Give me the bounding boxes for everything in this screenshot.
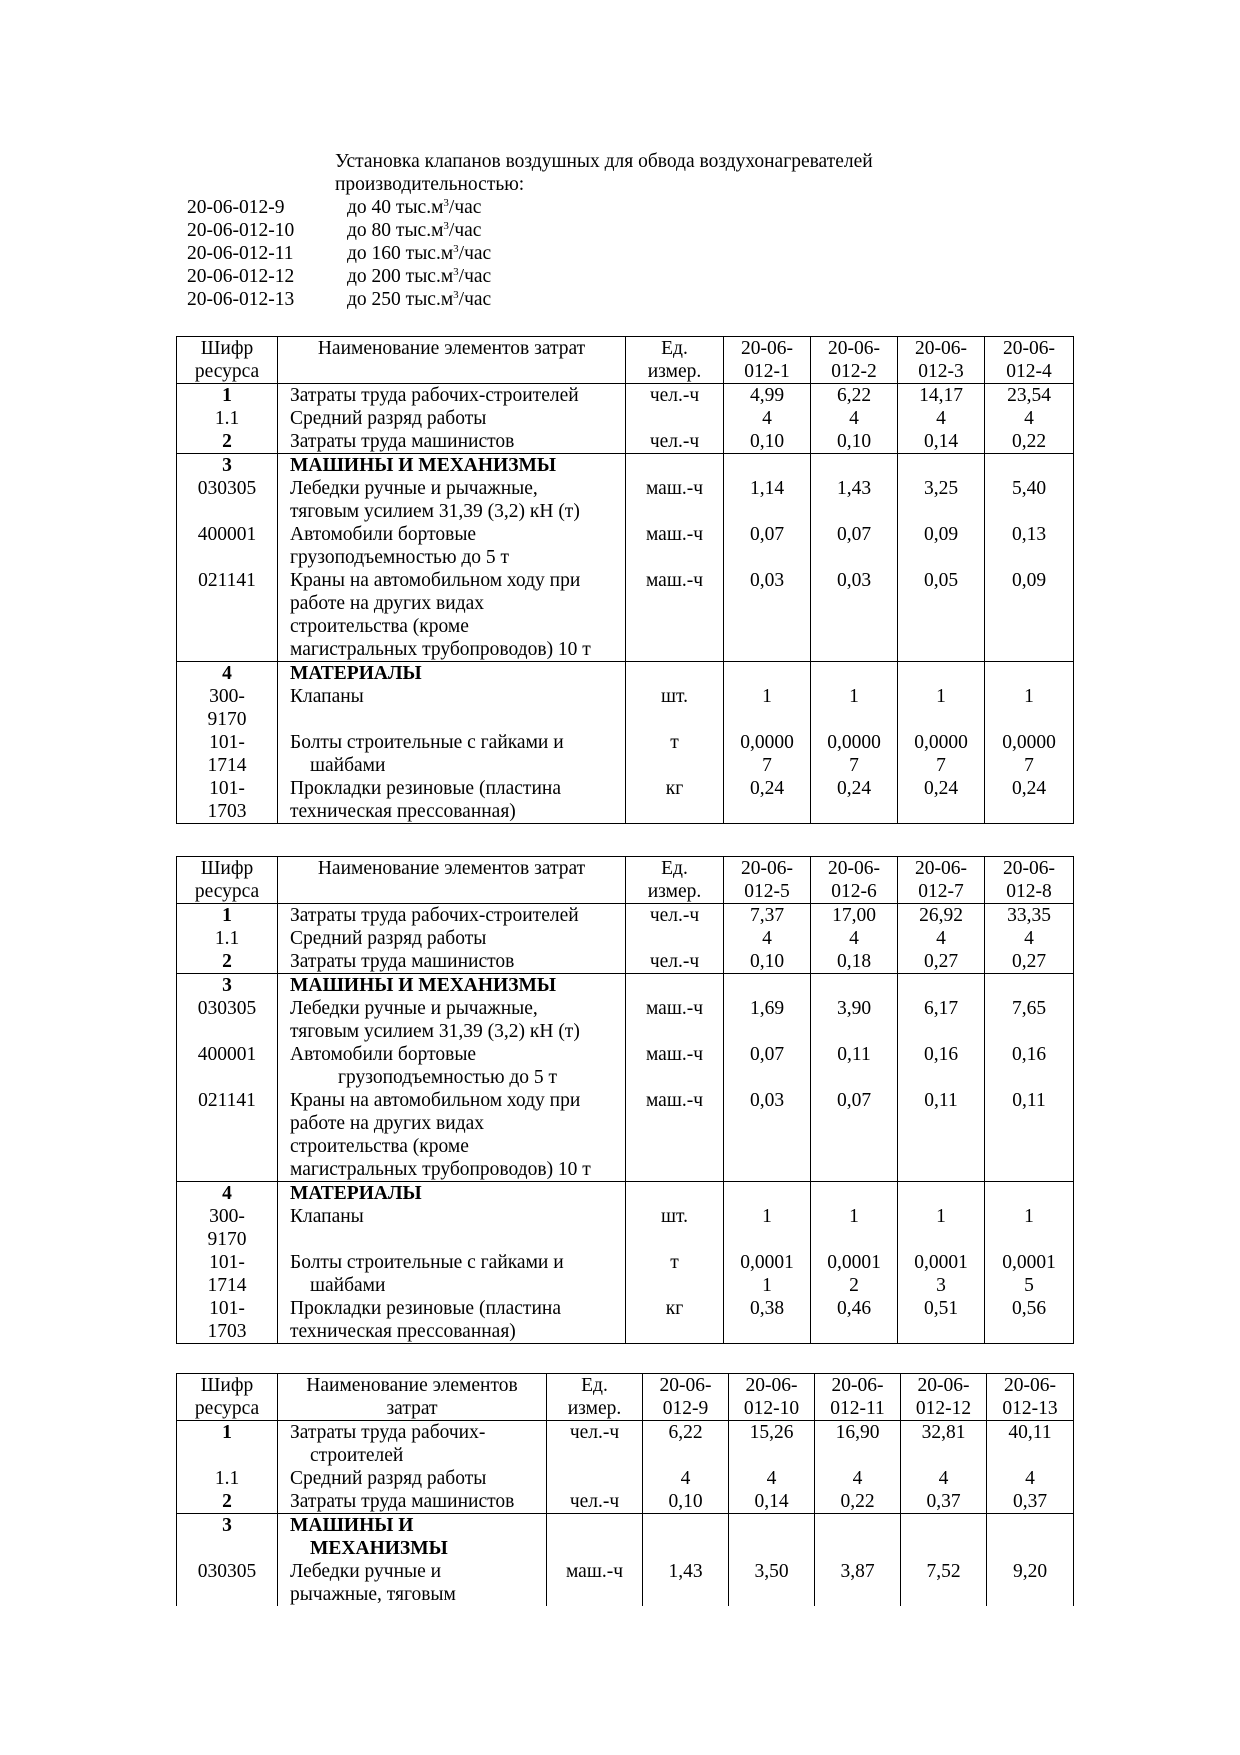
intro-item-text: до 80 $тыс.м^3$/час <box>347 220 482 241</box>
table-row: 021141 Краны на автомобильном ходу при работе на других видах строительства (кроме магистральных трубопроводов) 10 т маш.-ч 0,03 0,07 0,11 0,11 <box>177 1089 1074 1182</box>
intro-item <box>187 242 873 265</box>
table-row: 2 Затраты труда машинистов чел.-ч 0,10 0,14 0,22 0,37 0,37 <box>177 1490 1074 1514</box>
table-row: 300- 9170 Клапаны шт. 1 1 1 1 <box>177 685 1074 731</box>
intro-item-text: до 200 $тыс.м^3$/час <box>347 266 492 287</box>
header-shifr: Шифр ресурса <box>177 857 278 904</box>
intro-item-code: 20-06-012-13 <box>187 289 295 310</box>
intro-item-code: 20-06-012-10 <box>187 220 295 241</box>
header-col: 20-06- 012-10 <box>729 1374 815 1421</box>
header-unit: Ед. измер. <box>626 337 724 384</box>
table-row: 300- 9170 Клапаны шт. 1 1 1 1 <box>177 1205 1074 1251</box>
header-col: 20-06- 012-9 <box>643 1374 729 1421</box>
section-row-materials: 4 МАТЕРИАЛЫ <box>177 1182 1074 1206</box>
header-name: Наименование элементов затрат <box>278 337 626 384</box>
header-col: 20-06- 012-1 <box>724 337 811 384</box>
intro-item <box>187 288 873 311</box>
intro-item-text: до 250 $тыс.м^3$/час <box>347 289 492 310</box>
intro-item-code: 20-06-012-9 <box>187 197 285 218</box>
table-row: 1 Затраты труда рабочих-строителей чел.-ч 4,99 6,22 14,17 23,54 <box>177 384 1074 408</box>
intro-block <box>187 150 873 311</box>
header-unit: Ед. измер. <box>626 857 724 904</box>
table-row: 1.1 Средний разряд работы 4 4 4 4 <box>177 407 1074 430</box>
intro-item-text: до 40 $тыс.м^3$/час <box>347 197 482 218</box>
header-shifr: Шифр ресурса <box>177 1374 278 1421</box>
table-row: 1 Затраты труда рабочих-строителей чел.-ч 7,37 17,00 26,92 33,35 <box>177 904 1074 928</box>
header-name: Наименование элементов затрат <box>278 857 626 904</box>
header-col: 20-06- 012-13 <box>987 1374 1074 1421</box>
intro-item <box>187 196 873 219</box>
header-col: 20-06- 012-6 <box>811 857 898 904</box>
section-row-machines: 3 МАШИНЫ И МЕХАНИЗМЫ <box>177 974 1074 998</box>
header-col: 20-06- 012-8 <box>985 857 1074 904</box>
table-row: 400001 Автомобили бортовые грузоподъемностью до 5 т маш.-ч 0,07 0,07 0,09 0,13 <box>177 523 1074 569</box>
header-col: 20-06- 012-3 <box>898 337 985 384</box>
table-row: 021141 Краны на автомобильном ходу при работе на других видах строительства (кроме магистральных трубопроводов) 10 т маш.-ч 0,03 0,03 0,05 0,09 <box>177 569 1074 662</box>
table-row: 030305 Лебедки ручные и рычажные, тяговым усилием 31,39 (3,2) кН (т) маш.-ч 1,14 1,43 3,25 5,40 <box>177 477 1074 523</box>
table-row: 030305 Лебедки ручные и рычажные, тяговым усилием 31,39 (3,2) кН (т) маш.-ч 1,69 3,90 6,17 7,65 <box>177 997 1074 1043</box>
norms-table-1 <box>176 336 1074 824</box>
table-row: 1 Затраты труда рабочих- строителей чел.-ч 6,22 15,26 16,90 32,81 40,11 <box>177 1421 1074 1468</box>
intro-item <box>187 265 873 288</box>
header-col: 20-06- 012-12 <box>901 1374 987 1421</box>
norms-table-2 <box>176 856 1074 1344</box>
table-header-row <box>177 857 1074 904</box>
header-name: Наименование элементов затрат <box>278 1374 547 1421</box>
intro-title-line2: производительностью: <box>335 174 525 195</box>
intro-item <box>187 219 873 242</box>
header-col: 20-06- 012-7 <box>898 857 985 904</box>
intro-title-line1: Установка клапанов воздушных для обвода воздухонагревателей <box>335 151 873 172</box>
section-row-materials: 4 МАТЕРИАЛЫ <box>177 662 1074 686</box>
header-col: 20-06- 012-5 <box>724 857 811 904</box>
table-header-row <box>177 1374 1074 1421</box>
table-row: 101- 1714 Болты строительные с гайками и шайбами т 0,0000 7 0,0000 7 0,0000 7 0,0000 7 <box>177 731 1074 777</box>
intro-item-text: до 160 $тыс.м^3$/час <box>347 243 492 264</box>
header-col: 20-06- 012-2 <box>811 337 898 384</box>
table-header-row <box>177 337 1074 384</box>
table-row: 101- 1703 Прокладки резиновые (пластина техническая прессованная) кг 0,38 0,46 0,51 0,56 <box>177 1297 1074 1344</box>
header-shifr: Шифр ресурса <box>177 337 278 384</box>
table-row: 101- 1703 Прокладки резиновые (пластина техническая прессованная) кг 0,24 0,24 0,24 0,24 <box>177 777 1074 824</box>
table-row: 1.1 Средний разряд работы 4 4 4 4 4 <box>177 1467 1074 1490</box>
intro-item-code: 20-06-012-12 <box>187 266 295 287</box>
table-row: 400001 Автомобили бортовые грузоподъемностью до 5 т маш.-ч 0,07 0,11 0,16 0,16 <box>177 1043 1074 1089</box>
header-col: 20-06- 012-11 <box>815 1374 901 1421</box>
norms-table-3 <box>176 1373 1074 1606</box>
table-row: 030305 Лебедки ручные и рычажные, тяговым маш.-ч 1,43 3,50 3,87 7,52 9,20 <box>177 1560 1074 1606</box>
intro-item-code: 20-06-012-11 <box>187 243 294 264</box>
header-col: 20-06- 012-4 <box>985 337 1074 384</box>
table-row: 1.1 Средний разряд работы 4 4 4 4 <box>177 927 1074 950</box>
section-row-machines: 3 МАШИНЫ И МЕХАНИЗМЫ <box>177 454 1074 478</box>
table-row: 101- 1714 Болты строительные с гайками и шайбами т 0,0001 1 0,0001 2 0,0001 3 0,0001 5 <box>177 1251 1074 1297</box>
section-row-machines: 3 МАШИНЫ И МЕХАНИЗМЫ <box>177 1514 1074 1561</box>
table-row: 2 Затраты труда машинистов чел.-ч 0,10 0,10 0,14 0,22 <box>177 430 1074 454</box>
header-unit: Ед. измер. <box>547 1374 643 1421</box>
table-row: 2 Затраты труда машинистов чел.-ч 0,10 0,18 0,27 0,27 <box>177 950 1074 974</box>
